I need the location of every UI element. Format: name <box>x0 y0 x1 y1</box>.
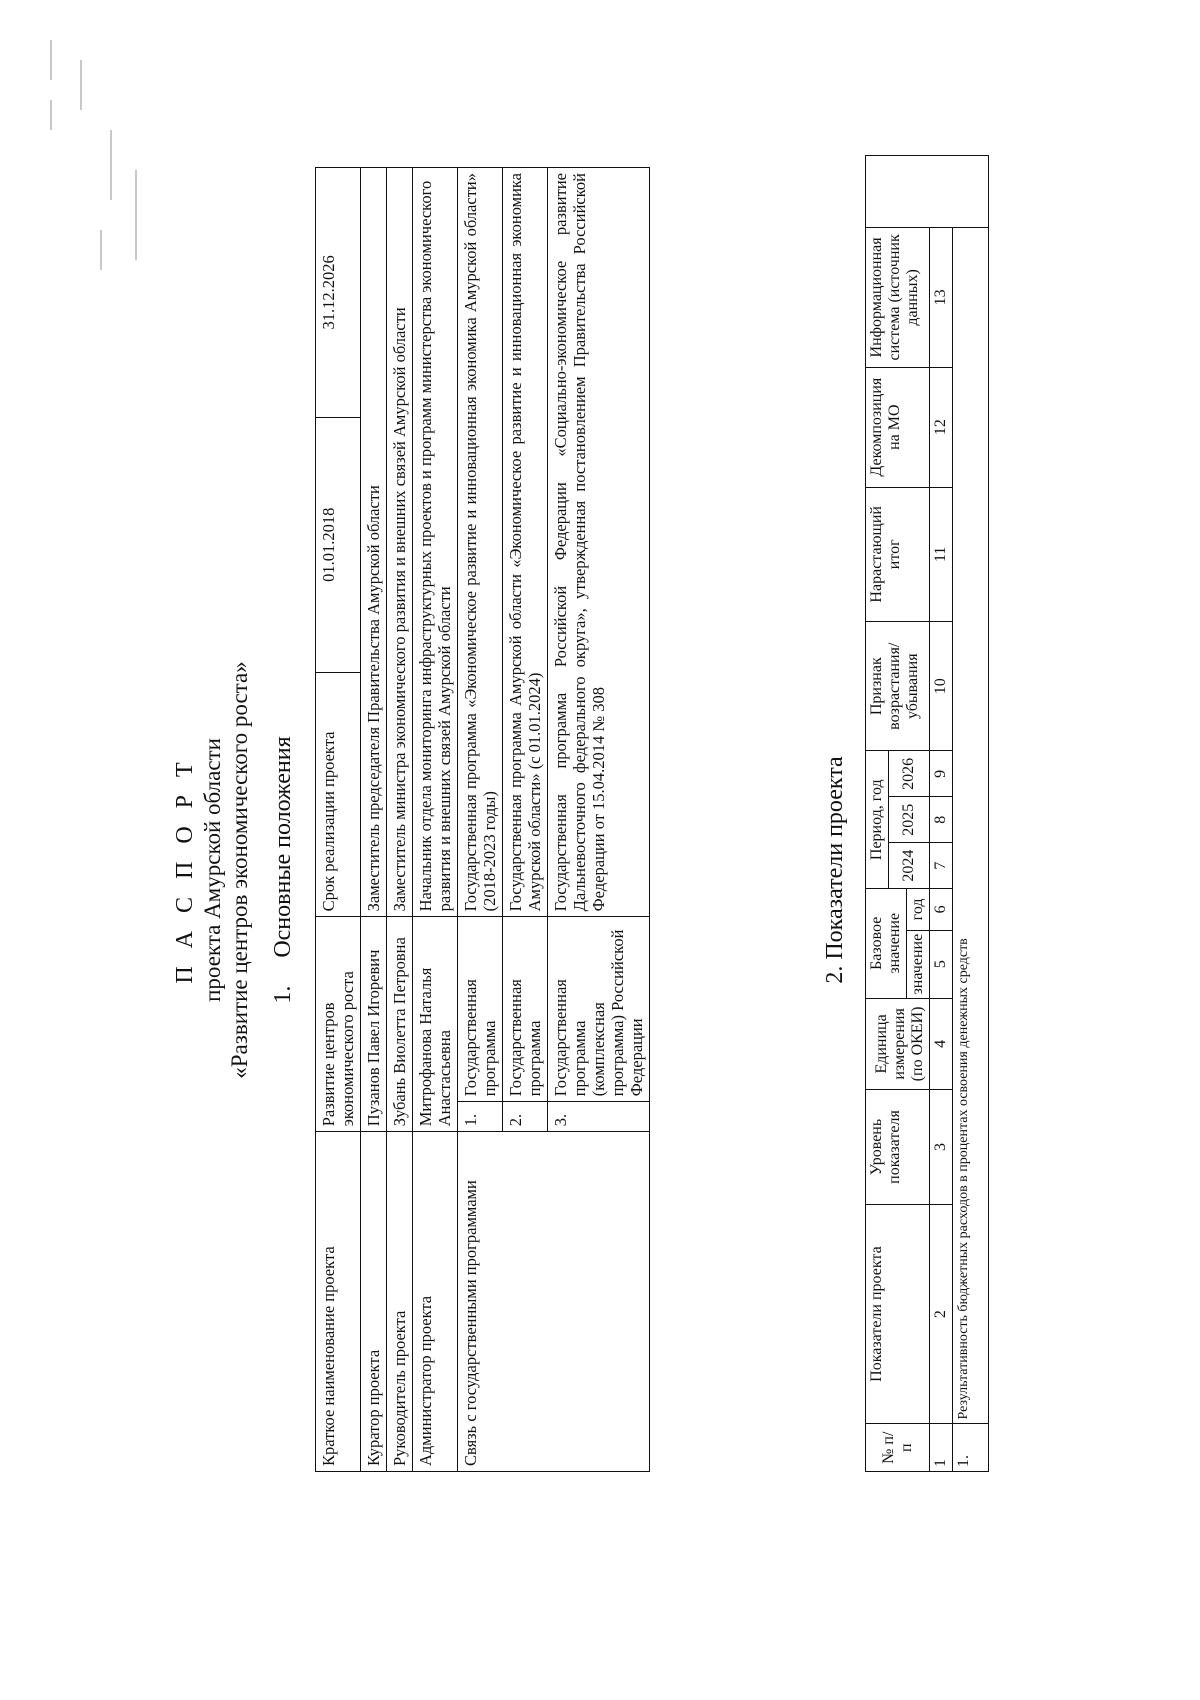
section-2-heading: 2. Показатели проекта <box>822 756 848 984</box>
col-header-2025: 2025 <box>889 797 930 843</box>
col-header-unit: Единица измерения (по ОКЕИ) <box>866 998 930 1090</box>
document-title <box>172 120 253 1620</box>
column-number: 13 <box>930 228 953 368</box>
period-end: 31.12.2026 <box>316 168 361 418</box>
program-description: Государственная программа «Экономическое развитие и инновационная экономика Амурской области» (2018-2023 годы) <box>458 168 503 917</box>
col-header-indicator: Показатели проекта <box>866 1204 930 1424</box>
col-header-period: Период, год <box>866 751 889 889</box>
table-row <box>458 168 503 1472</box>
curator-label: Куратор проекта <box>361 1132 387 1472</box>
table-row <box>316 168 361 1472</box>
col-header-base-year: год <box>907 889 930 931</box>
table-header-row <box>866 156 889 1472</box>
program-number: 3. <box>548 1102 650 1132</box>
program-type: Государственная программа (комплексная программа) Российской Федерации <box>548 917 650 1102</box>
period-start: 01.01.2018 <box>316 417 361 672</box>
col-header-info-system: Информационная система (источник данных) <box>866 228 930 368</box>
empty-column <box>866 156 989 228</box>
table-row <box>953 156 989 1472</box>
curator-position: Заместитель председателя Правительства Амурской области <box>361 168 387 917</box>
head-label: Руководитель проекта <box>387 1132 413 1472</box>
head-position: Заместитель министра экономического развития и внешних связей Амурской области <box>387 168 413 917</box>
col-header-2026: 2026 <box>889 751 930 797</box>
col-header-cumulative: Нарастающий итог <box>866 487 930 621</box>
program-description: Государственная программа Российской Федерации «Социально-экономическое развитие Дальневосточного федерального округа», утвержденная постановлением Правительства Российской Федерации от 15.04.2014 № 308 <box>548 168 650 917</box>
column-number: 4 <box>930 998 953 1090</box>
admin-name: Митрофанова Наталья Анастасьевна <box>413 917 458 1132</box>
table-row <box>413 168 458 1472</box>
admin-label: Администратор проекта <box>413 1132 458 1472</box>
section-1-number: 1. <box>270 985 296 1004</box>
col-header-base-value: значение <box>907 930 930 998</box>
column-number: 1 <box>930 1424 953 1472</box>
column-number-row <box>930 156 953 1472</box>
project-info-table <box>315 167 650 1472</box>
column-number: 5 <box>930 930 953 998</box>
column-number: 9 <box>930 751 953 797</box>
column-number: 3 <box>930 1090 953 1204</box>
passport-heading: П А С П О Р Т <box>172 756 198 984</box>
table-row <box>361 168 387 1472</box>
column-number: 12 <box>930 367 953 487</box>
program-type: Государственная программа <box>458 917 503 1102</box>
row-number: 1. <box>953 1424 989 1472</box>
admin-position: Начальник отдела мониторинга инфраструктурных проектов и программ министерства экономического развития и внешних связей Амурской области <box>413 168 458 917</box>
head-name: Зубань Виолетта Петровна <box>387 917 413 1132</box>
curator-name: Пузанов Павел Игоревич <box>361 917 387 1132</box>
rotated-document-page <box>110 120 1070 1620</box>
indicator-group-title: Результативность бюджетных расходов в процентах освоения денежных средств <box>953 228 989 1424</box>
project-name-heading: «Развитие центров экономического роста» <box>227 661 252 1079</box>
short-name-label: Краткое наименование проекта <box>316 1132 361 1472</box>
column-number: 11 <box>930 487 953 621</box>
column-number: 8 <box>930 797 953 843</box>
program-number: 2. <box>503 1102 548 1132</box>
column-number: 6 <box>930 889 953 931</box>
col-header-base: Базовое значение <box>866 889 907 999</box>
program-number: 1. <box>458 1102 503 1132</box>
short-name-value: Развитие центров экономического роста <box>316 917 361 1132</box>
programs-label: Связь с государственными программами <box>458 1132 650 1472</box>
column-number: 10 <box>930 622 953 751</box>
program-type: Государственная программа <box>503 917 548 1102</box>
col-header-2024: 2024 <box>889 843 930 889</box>
program-description: Государственная программа Амурской области «Экономическое развитие и инновационная экономика Амурской области» (с 01.01.2024) <box>503 168 548 917</box>
column-number: 2 <box>930 1204 953 1424</box>
period-label: Срок реализации проекта <box>316 672 361 917</box>
column-number: 7 <box>930 843 953 889</box>
section-1-heading <box>270 120 297 1620</box>
col-header-num: № п/п <box>866 1424 930 1472</box>
col-header-decomposition: Декомпозиция на МО <box>866 367 930 487</box>
table-row <box>387 168 413 1472</box>
section-1-title: Основные положения <box>270 736 296 958</box>
indicators-table <box>865 155 989 1472</box>
passport-subtitle: проекта Амурской области <box>200 738 225 1002</box>
col-header-level: Уровень показателя <box>866 1090 930 1204</box>
col-header-trend: Признак возрастания/ убывания <box>866 622 930 751</box>
